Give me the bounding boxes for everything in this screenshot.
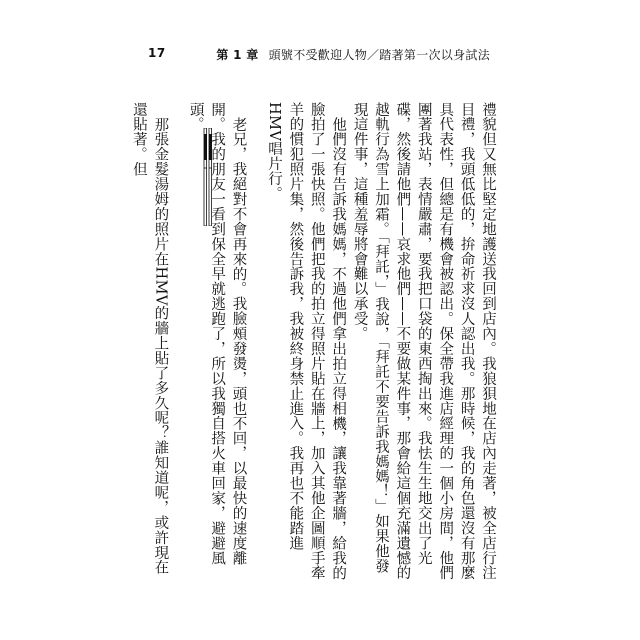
running-header — [216, 46, 490, 63]
chapter-label: 第 1 章 — [216, 48, 259, 62]
paragraph-text: 哀求他們——不要做某件事，那會給這個充滿遺憾的越軌行為雪上加霜。「拜託，」我說，「拜託不要告訴我媽媽！」如果他發現這件事，這種羞辱將會難以承受。 — [351, 102, 411, 581]
paragraph: 他們沒有告訴我媽媽，不過他們拿出拍立得相機，讓我靠著牆，給我的臉拍了一張快照。他們把我的拍立得照片貼在牆上，加入其他企圖順手牽羊的慣犯照片集，然後告訴我，我被終身禁止進入。我再也不能踏進HMV唱片行。 — [265, 102, 347, 581]
paragraph-text: 禮貌但又無比堅定地護送我回到店內。我狼狽地在店內走著，被全店行注目禮，我頭低低的，拚命祈求沒人認出我。那時候，我的角色還沒有那麼具代表性，但總是有機會被認出。保全帶我進店經理的一個小房間，他們團著我站，表情嚴肅，要我把口袋的東西掏出來。我怯生生地交出了光碟，然後請他們—— — [394, 102, 496, 581]
paragraph: 老兄，我絕對不會再來的。我臉頰發燙，頭也不回，以最快的速度離開。我的朋友一看到保全早就逃跑了，所以我獨自搭火車回家，避避風頭。 — [187, 102, 247, 566]
paragraph: 那張金髮湯姆的照片在HMV的牆上貼了多久呢？誰知道呢，或許現在還貼著。但 — [130, 102, 169, 575]
body-text — [128, 102, 499, 582]
paragraph — [348, 102, 498, 582]
page-number: 17 — [148, 46, 166, 60]
chapter-title: 頭號不受歡迎人物／踏著第一次以身試法 — [268, 48, 490, 62]
